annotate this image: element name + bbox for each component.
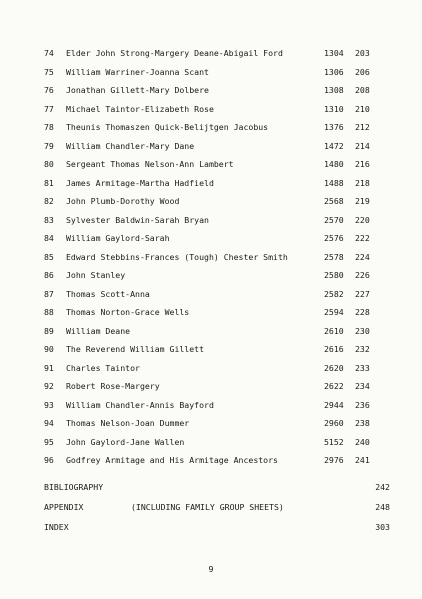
toc-row-title: Michael Taintor-Elizabeth Rose xyxy=(66,103,214,114)
toc-row-title: The Reverend William Gillett xyxy=(66,344,205,354)
bibliography-label: BIBLIOGRAPHY xyxy=(44,482,104,492)
toc-row xyxy=(0,176,422,190)
toc-row-chart-number: 1472 xyxy=(324,140,344,151)
toc-row-page: 241 xyxy=(355,455,370,465)
toc-row-chart-number: 2944 xyxy=(324,399,344,410)
toc-row xyxy=(0,379,422,393)
toc-row-chart-number: 2616 xyxy=(324,344,344,354)
toc-row-page: 210 xyxy=(355,103,370,114)
toc-row-page: 220 xyxy=(355,214,370,225)
appendix-row xyxy=(0,500,422,514)
toc-row xyxy=(0,231,422,245)
toc-row-chart-number: 2570 xyxy=(324,214,344,225)
toc-row-title: Thomas Nelson-Joan Dummer xyxy=(66,418,190,428)
toc-row-chart-number: 2580 xyxy=(324,270,344,280)
toc-row-page: 203 xyxy=(355,48,370,58)
toc-row-title: William Chandler-Annis Bayford xyxy=(66,399,214,410)
toc-row-title: Sergeant Thomas Nelson-Ann Lambert xyxy=(66,159,234,169)
toc-row-chart-number: 2576 xyxy=(324,233,344,243)
toc-row-title: Edward Stebbins-Frances (Tough) Chester Smith xyxy=(66,251,288,262)
toc-row xyxy=(0,213,422,227)
toc-row-chart-number: 2622 xyxy=(324,381,344,391)
bibliography-row xyxy=(0,480,422,494)
toc-row-number: 81 xyxy=(44,177,54,188)
index-page: 303 xyxy=(375,522,390,532)
toc-row-number: 83 xyxy=(44,214,54,225)
toc-row-title: Thomas Scott-Anna xyxy=(66,288,150,299)
toc-row-number: 88 xyxy=(44,307,54,317)
toc-row-title: Theunis Thomaszen Quick-Belijtgen Jacobus xyxy=(66,122,269,132)
toc-row xyxy=(0,83,422,97)
toc-row-number: 95 xyxy=(44,436,54,447)
toc-row-title: Thomas Norton-Grace Wells xyxy=(66,307,190,317)
toc-row-page: 214 xyxy=(355,140,370,151)
toc-row-chart-number: 5152 xyxy=(324,436,344,447)
toc-row-number: 85 xyxy=(44,251,54,262)
toc-row xyxy=(0,268,422,282)
toc-row xyxy=(0,157,422,171)
toc-row xyxy=(0,250,422,264)
toc-row-number: 92 xyxy=(44,381,54,391)
toc-row-number: 78 xyxy=(44,122,54,132)
index-label: INDEX xyxy=(44,522,69,532)
toc-row-chart-number: 2960 xyxy=(324,418,344,428)
toc-row-chart-number: 2578 xyxy=(324,251,344,262)
toc-row-number: 84 xyxy=(44,233,54,243)
toc-row-number: 86 xyxy=(44,270,54,280)
toc-row-number: 87 xyxy=(44,288,54,299)
toc-row-number: 77 xyxy=(44,103,54,114)
toc-row-number: 90 xyxy=(44,344,54,354)
toc-row-title: Godfrey Armitage and His Armitage Ancestors xyxy=(66,455,278,465)
toc-row-title: Sylvester Baldwin-Sarah Bryan xyxy=(66,214,209,225)
toc-row-page: 206 xyxy=(355,66,370,77)
toc-row-chart-number: 2594 xyxy=(324,307,344,317)
toc-row xyxy=(0,453,422,467)
toc-row-page: 240 xyxy=(355,436,370,447)
toc-row-page: 226 xyxy=(355,270,370,280)
toc-row xyxy=(0,416,422,430)
toc-row-page: 208 xyxy=(355,85,370,95)
toc-row-title: William Deane xyxy=(66,325,131,336)
toc-row-chart-number: 1304 xyxy=(324,48,344,58)
toc-row-page: 233 xyxy=(355,362,370,373)
toc-row-number: 94 xyxy=(44,418,54,428)
toc-row-page: 216 xyxy=(355,159,370,169)
toc-row-chart-number: 2610 xyxy=(324,325,344,336)
toc-row-chart-number: 2568 xyxy=(324,196,344,206)
toc-row-title: William Chandler-Mary Dane xyxy=(66,140,195,151)
toc-row-number: 96 xyxy=(44,455,54,465)
toc-row-number: 80 xyxy=(44,159,54,169)
toc-row-chart-number: 2620 xyxy=(324,362,344,373)
toc-row-title: James Armitage-Martha Hadfield xyxy=(66,177,214,188)
index-row xyxy=(0,520,422,534)
toc-row-page: 212 xyxy=(355,122,370,132)
toc-row-page: 236 xyxy=(355,399,370,410)
toc-row-number: 89 xyxy=(44,325,54,336)
toc-row-chart-number: 1306 xyxy=(324,66,344,77)
toc-row-chart-number: 1480 xyxy=(324,159,344,169)
toc-row-title: John Plumb-Dorothy Wood xyxy=(66,196,180,206)
toc-row-page: 227 xyxy=(355,288,370,299)
toc-row xyxy=(0,65,422,79)
toc-row-title: John Stanley xyxy=(66,270,126,280)
toc-row-chart-number: 1376 xyxy=(324,122,344,132)
toc-row-title: William Warriner-Joanna Scant xyxy=(66,66,209,77)
toc-row xyxy=(0,435,422,449)
toc-row-number: 91 xyxy=(44,362,54,373)
toc-row-title: Elder John Strong-Margery Deane-Abigail Ford xyxy=(66,48,283,58)
toc-row-page: 234 xyxy=(355,381,370,391)
toc-row-title: Jonathan Gillett-Mary Dolbere xyxy=(66,85,209,95)
toc-row-page: 228 xyxy=(355,307,370,317)
toc-row-title: John Gaylord-Jane Wallen xyxy=(66,436,185,447)
toc-row-number: 74 xyxy=(44,48,54,58)
toc-row xyxy=(0,324,422,338)
toc-row-page: 218 xyxy=(355,177,370,188)
toc-row-page: 219 xyxy=(355,196,370,206)
toc-row-page: 230 xyxy=(355,325,370,336)
toc-row-title: Charles Taintor xyxy=(66,362,140,373)
toc-row xyxy=(0,398,422,412)
toc-row-page: 238 xyxy=(355,418,370,428)
toc-row xyxy=(0,120,422,134)
toc-row xyxy=(0,287,422,301)
toc-row-number: 79 xyxy=(44,140,54,151)
toc-row-page: 224 xyxy=(355,251,370,262)
toc-row-chart-number: 1308 xyxy=(324,85,344,95)
toc-row-number: 75 xyxy=(44,66,54,77)
bibliography-page: 242 xyxy=(375,482,390,492)
toc-row-chart-number: 1488 xyxy=(324,177,344,188)
toc-row-title: Robert Rose-Margery xyxy=(66,381,160,391)
toc-row xyxy=(0,139,422,153)
toc-row xyxy=(0,102,422,116)
appendix-label: APPENDIX xyxy=(44,502,84,512)
toc-row xyxy=(0,342,422,356)
toc-row-page: 222 xyxy=(355,233,370,243)
toc-row-number: 93 xyxy=(44,399,54,410)
toc-row-number: 82 xyxy=(44,196,54,206)
appendix-page: 248 xyxy=(375,502,390,512)
toc-row xyxy=(0,361,422,375)
page-number: 9 xyxy=(208,564,214,574)
toc-row xyxy=(0,194,422,208)
toc-row-chart-number: 1310 xyxy=(324,103,344,114)
toc-row xyxy=(0,305,422,319)
toc-row-chart-number: 2976 xyxy=(324,455,344,465)
toc-row-number: 76 xyxy=(44,85,54,95)
toc-row xyxy=(0,46,422,60)
toc-row-page: 232 xyxy=(355,344,370,354)
toc-row-title: William Gaylord-Sarah xyxy=(66,233,170,243)
appendix-description: (INCLUDING FAMILY GROUP SHEETS) xyxy=(131,502,284,512)
toc-row-chart-number: 2582 xyxy=(324,288,344,299)
